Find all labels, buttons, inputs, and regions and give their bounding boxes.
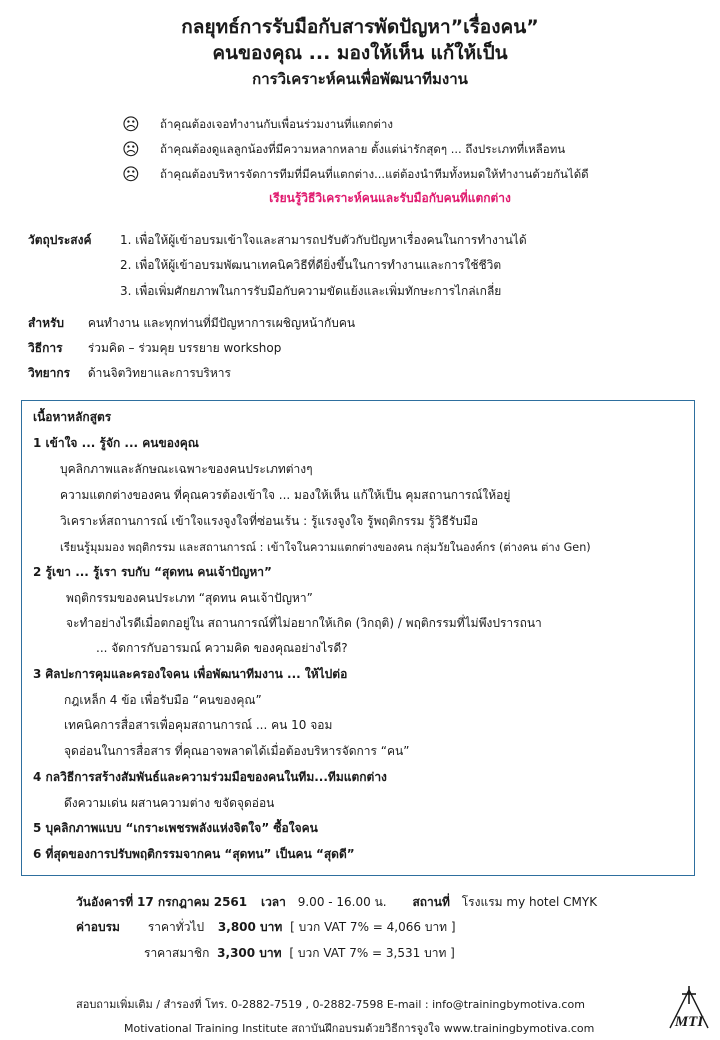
header [0,14,720,90]
content-line: 1 เข้าใจ ... รู้จัก ... คนของคุณ [33,436,199,450]
problem-text: ถ้าคุณต้องดูแลลูกน้องที่มีความหลากหลาย ตั้งแต่น่ารักสุดๆ ... ถึงประเภทที่เหลือทน [160,141,566,156]
fee-general-value: 3,800 บาท [217,920,283,934]
content-line: จะทำอย่างไรดีเมื่อตกอยู่ใน สถานการณ์ที่ไม่อยากให้เกิด (วิกฤติ) / พฤติกรรมที่ไม่พึงปรารถนา [66,616,542,630]
speaker-label: วิทยากร [28,366,71,380]
fee-member-value: 3,300 บาท [217,946,282,960]
content-line: 4 กลวิธีการสร้างสัมพันธ์และความร่วมมือของคนในทีม...ทีมแตกต่าง [33,770,387,784]
fee-label: ค่าอบรม [76,920,120,934]
audience-row [28,314,355,333]
fee-general-label: ราคาทั่วไป [147,920,205,934]
audience-value: คนทำงาน และทุกท่านที่มีปัญหาการเผชิญหน้ากับคน [87,316,356,330]
page-title: กลยุทธ์การรับมือกับสารพัดปัญหา”เรื่องคน” [181,16,539,38]
frown-face-icon: ☹ [122,164,140,185]
method-label: วิธีการ [28,341,63,355]
problem-item [122,112,702,137]
problem-list [122,112,702,187]
content-line: 6 ที่สุดของการปรับพฤติกรรมจากคน “สุดทน” เป็นคน “สุดดี” [33,847,355,861]
frown-face-icon: ☹ [122,139,140,160]
problem-item [122,137,702,162]
audience-label: สำหรับ [28,316,65,330]
highlight-text: เรียนรู้วิธีวิเคราะห์คนและรับมือกับคนที่แตกต่าง [269,191,511,205]
method-value: ร่วมคิด – ร่วมคุย บรรยาย workshop [87,341,282,355]
place-label: สถานที่ [412,895,450,909]
problem-item [122,162,702,187]
content-line: ความแตกต่างของคน ที่คุณควรต้องเข้าใจ ... มองให้เห็น แก้ให้เป็น คุมสถานการณ์ให้อยู่ [60,488,511,502]
content-line: 2 รู้เขา ... รู้เรา รบกับ “สุดทน คนเจ้าปัญหา” [33,565,272,579]
institute-info: Motivational Training Institute สถาบันฝึกอบรมด้วยวิธีการจูงใจ www.trainingbymotiva.com [124,1022,595,1035]
fee-member-row [144,944,455,963]
problem-text: ถ้าคุณต้องเจอทำงานกับเพื่อนร่วมงานที่แตกต่าง [160,116,393,131]
fee-member-label: ราคาสมาชิก [144,946,210,960]
place-value: โรงแรม my hotel CMYK [461,895,598,909]
objective-item: 2. เพื่อให้ผู้เข้าอบรมพัฒนาเทคนิควิธีที่ดียิ่งขึ้นในการทำงานและการใช้ชีวิต [120,258,502,272]
method-row [28,339,281,358]
objective-item: 3. เพื่อเพิ่มศักยภาพในการรับมือกับความขัดแย้งและเพิ่มทักษะการไกล่เกลี่ย [120,284,502,298]
problem-text: ถ้าคุณต้องบริหารจัดการทีมที่มีคนที่แตกต่าง...แต่ต้องนำทีมทั้งหมดให้ทำงานด้วยกันได้ดี [160,166,589,181]
objective-item: 1. เพื่อให้ผู้เข้าอบรมเข้าใจและสามารถปรับตัวกับปัญหาเรื่องคนในการทำงานได้ [120,233,527,247]
date-value: 17 กรกฎาคม 2561 [136,895,248,909]
fee-general-row [76,918,456,937]
content-heading: เนื้อหาหลักสูตร [33,410,112,424]
mti-logo-icon [668,984,710,1032]
date-label: วันอังคารที่ [76,895,134,909]
fee-member-vat: [ บวก VAT 7% = 3,531 บาท ] [289,946,455,960]
event-details [76,893,597,912]
contact-info: สอบถามเพิ่มเติม / สำรองที่ โทร. 0-2882-7519 , 0-2882-7598 E-mail : info@trainingbymotiva.com [76,998,585,1011]
course-content-box [21,400,695,876]
time-label: เวลา [260,895,286,909]
content-line: กฎเหล็ก 4 ข้อ เพื่อรับมือ “คนของคุณ” [64,693,262,707]
content-line: บุคลิกภาพและลักษณะเฉพาะของคนประเภทต่างๆ [60,462,313,476]
content-line: เรียนรู้มุมมอง พฤติกรรม และสถานการณ์ : เข้าใจในความแตกต่างของคน กลุ่มวัยในองค์กร (ต่างคน ต่าง Gen) [60,541,591,554]
content-line: พฤติกรรมของคนประเภท “สุดทน คนเจ้าปัญหา” [66,591,313,605]
speaker-value: ด้านจิตวิทยาและการบริหาร [87,366,231,380]
content-line: 3 ศิลปะการคุมและครองใจคน เพื่อพัฒนาทีมงาน ... ให้ไปต่อ [33,667,348,681]
frown-face-icon: ☹ [122,114,140,135]
page-tagline: การวิเคราะห์คนเพื่อพัฒนาทีมงาน [252,70,468,88]
content-line: 5 บุคลิกภาพแบบ “เกราะเพชรพลังแห่งจิตใจ” ซื้อใจคน [33,821,318,835]
content-line: ... จัดการกับอารมณ์ ความคิด ของคุณอย่างไรดี? [96,641,348,655]
objectives-label: วัตถุประสงค์ [28,233,92,247]
speaker-row [28,364,231,383]
time-value: 9.00 - 16.00 น. [297,895,387,909]
content-line: เทคนิคการสื่อสารเพื่อคุมสถานการณ์ ... คน 10 จอม [64,718,333,732]
content-line: ดึงความเด่น ผสานความต่าง ขจัดจุดอ่อน [64,796,275,810]
content-line: จุดอ่อนในการสื่อสาร ที่คุณอาจพลาดได้เมื่อต้องบริหารจัดการ “คน” [64,744,410,758]
page-subtitle: คนของคุณ ... มองให้เห็น แก้ให้เป็น [212,42,508,64]
logo-text: MTI [674,1014,704,1030]
fee-general-vat: [ บวก VAT 7% = 4,066 บาท ] [290,920,456,934]
content-line: วิเคราะห์สถานการณ์ เข้าใจแรงจูงใจที่ซ่อนเร้น : รู้แรงจูงใจ รู้พฤติกรรม รู้วิธีรับมือ [60,514,479,528]
